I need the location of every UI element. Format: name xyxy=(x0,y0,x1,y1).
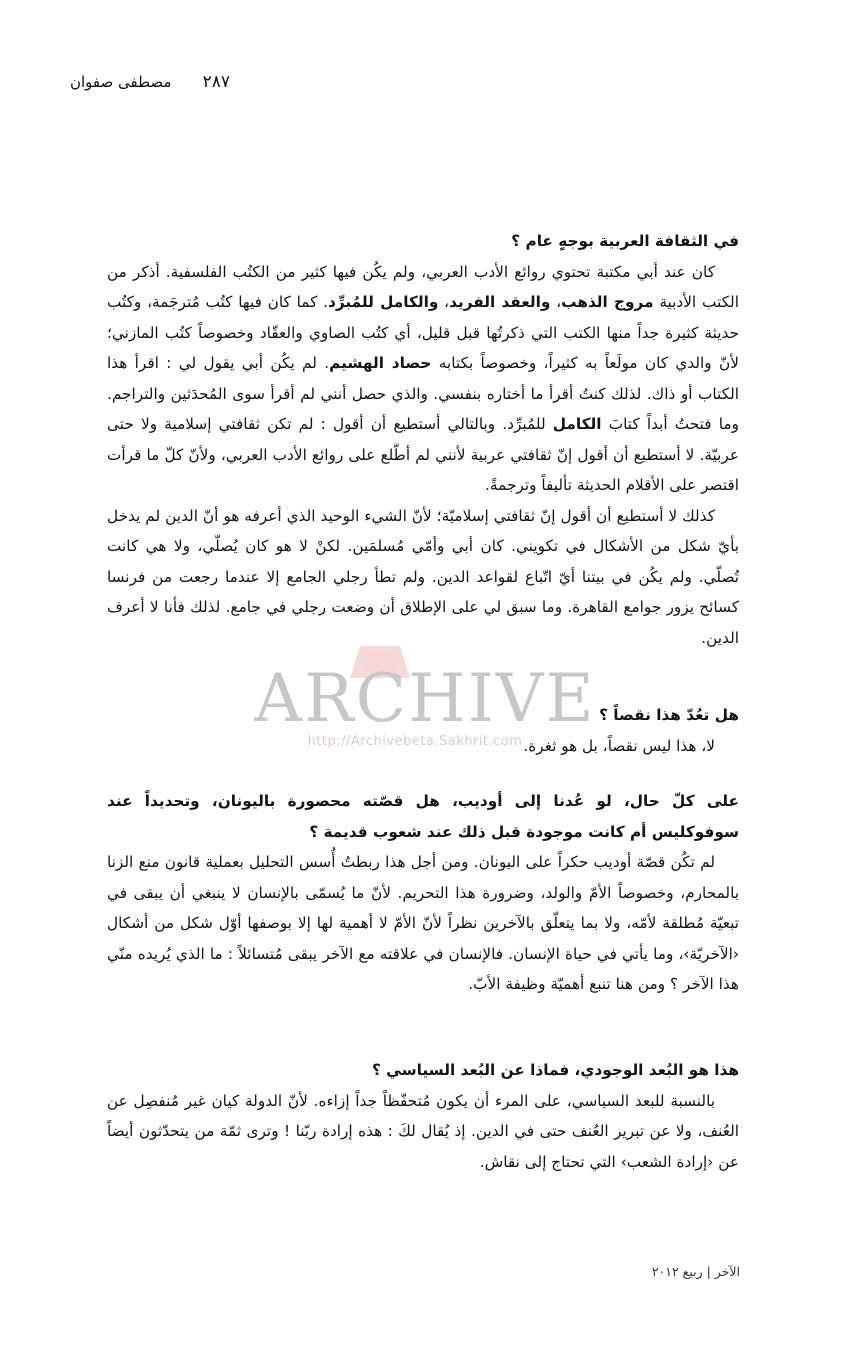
section-oedipus xyxy=(107,786,739,1000)
section-culture xyxy=(107,226,739,653)
author-name: مصطفى صفوان xyxy=(70,73,172,91)
text-run: . لم يكُن أبي يقول لي : اقرأ هذا الكتاب أو ذاك. لذلك كنتُ أقرأ ما أختاره بنفسي. والذي حصل أنني لم أقرأ سوى المُحدَثين والتراجم. وما فتحتُ أبداً كتابَ xyxy=(107,354,740,433)
book-title: حصاد الهشيم xyxy=(329,354,432,372)
section-political xyxy=(107,1055,739,1177)
watermark-title: ARCHIVE xyxy=(254,660,596,737)
answer-paragraph xyxy=(107,257,739,501)
answer-paragraph: لا، هذا ليس نقصاً، بل هو ثغرة. xyxy=(523,736,715,755)
text-run: كذلك لا أستطيع أن أقول إنّ ثقافتي إسلاميّة؛ لأنّ الشيء الوحيد الذي أعرفه هو أنّ الدين لم يدخل بأيّ شكل من الأشكال في تكويني. كان أبي وأمّي مُسلمَين. لكنْ لا هو كان يُصلّي، ولا هي كانت تُصلّي. ولم يكُن في بيتنا أيّ اتّباع لقواعد الدين. ولم تطأ رجلي الجامع إلا عندما رجعت من فرنسا كسائح يزور جوامع القاهرة. وما سبق لي على الإطلاق أن وضعت رجلي في جامع. لذلك فأنا لا أعرف الدين. xyxy=(107,506,739,647)
text-run: ، xyxy=(550,293,562,311)
interview-question: على كلّ حال، لو عُدنا إلى أوديب، هل قصّته محصورة باليونان، وتحديداً عند سوفوكليس أم كانت موجودة قبل ذلك عند شعوب قديمة ؟ xyxy=(107,792,739,841)
interview-question: في الثقافة العربية بوجهٍ عام ؟ xyxy=(511,232,739,250)
answer-paragraph: لم تكُن قصّة أوديب حكراً على اليونان. ومن أجل هذا ربطتُ أُسس التحليل بعملية قانون منع الزنا بالمحارم، وخصوصاً الأمّ والولد، وضرورة هذا التحريم. لأنّ ما يُسمّى بالإنسان لا ينبغي أن يبقى في تبعيّة مُطلقة لأمّه، ولا بما يتعلّق بالآخرين نظراً لأنّ الأمّ لا أهمية لها إلا بوصفها أوّل شكل من أشكال ‹الآخريّة›، وما يأتي في حياة الإنسان. فالإنسان في علاقته مع الآخر يبقى مُتسائلاً : ما الذي يُريده منّي هذا الآخر ؟ ومن هنا تنبع أهميّة وظيفة الأبّ. xyxy=(107,853,739,993)
watermark-url: http://Archivebeta.Sakhrit.com xyxy=(307,734,523,749)
answer-paragraph: بالنسبة للبعد السياسي، على المرء أن يكون مُتحفّظاً جداً إزاءه. لأنّ الدولة كيان غير مُنفصِل عن العُنف، ولا عن تبرير العُنف حتى في الدين. إذ يُقال لكَ : هذه إرادة ربّنا ! وترى ثمّة من يتحدّثون أيضاً عن ‹إرادة الشعب› التي تحتاج إلى نقاش. xyxy=(107,1091,739,1171)
book-title: مروج الذهب xyxy=(561,293,654,311)
page-footer: الآخر | ربيع ٢٠١٢ xyxy=(651,1264,740,1279)
interview-question: هذا هو البُعد الوجودي، فماذا عن البُعد السياسي ؟ xyxy=(371,1061,739,1079)
book-title: الكامل xyxy=(552,415,602,433)
book-title: والكامل للمُبرِّد xyxy=(328,293,439,311)
text-run: . كما كان فيها كتُب مُترجَمة، وكتُب حديثة كثيرة جداً منها الكتب التي ذكرتُها قبل قليل، أي كتُب الصاوي والعقّاد وخصوصاً كتُب المازني؛ لأنّ والدي كان مولَعاً به كثيراً، وخصوصاً بكتابه xyxy=(107,293,739,372)
text-run: كان عند أبي مكتبة تحتوي روائع الأدب العربي، ولم يكُن فيها كثير من الكتُب الفلسفية. أذكر من الكتب الأدبية xyxy=(107,262,739,311)
page-number: ٢٨٧ xyxy=(202,72,230,92)
text-run: للمُبرِّد. وبالتالي أستطيع أن أقول : لم تكن ثقافتي إسلامية ولا حتى عربيّة. لا أستطيع أن أقول إنّ ثقافتي عربية لأنني لم أطّلع على روائع الأدب العربي، ولأنّ كلّ ما قرأت اقتصر على الأقلام الحديثة تأليفاً وترجمةً. xyxy=(107,415,739,494)
running-header xyxy=(70,72,230,96)
text-run: ، xyxy=(438,293,450,311)
section-shortcoming xyxy=(107,700,739,761)
answer-paragraph xyxy=(107,501,739,654)
book-title: والعقد الفريد xyxy=(449,293,551,311)
interview-question: هل تعُدّ هذا نقصاً ؟ xyxy=(599,706,739,724)
